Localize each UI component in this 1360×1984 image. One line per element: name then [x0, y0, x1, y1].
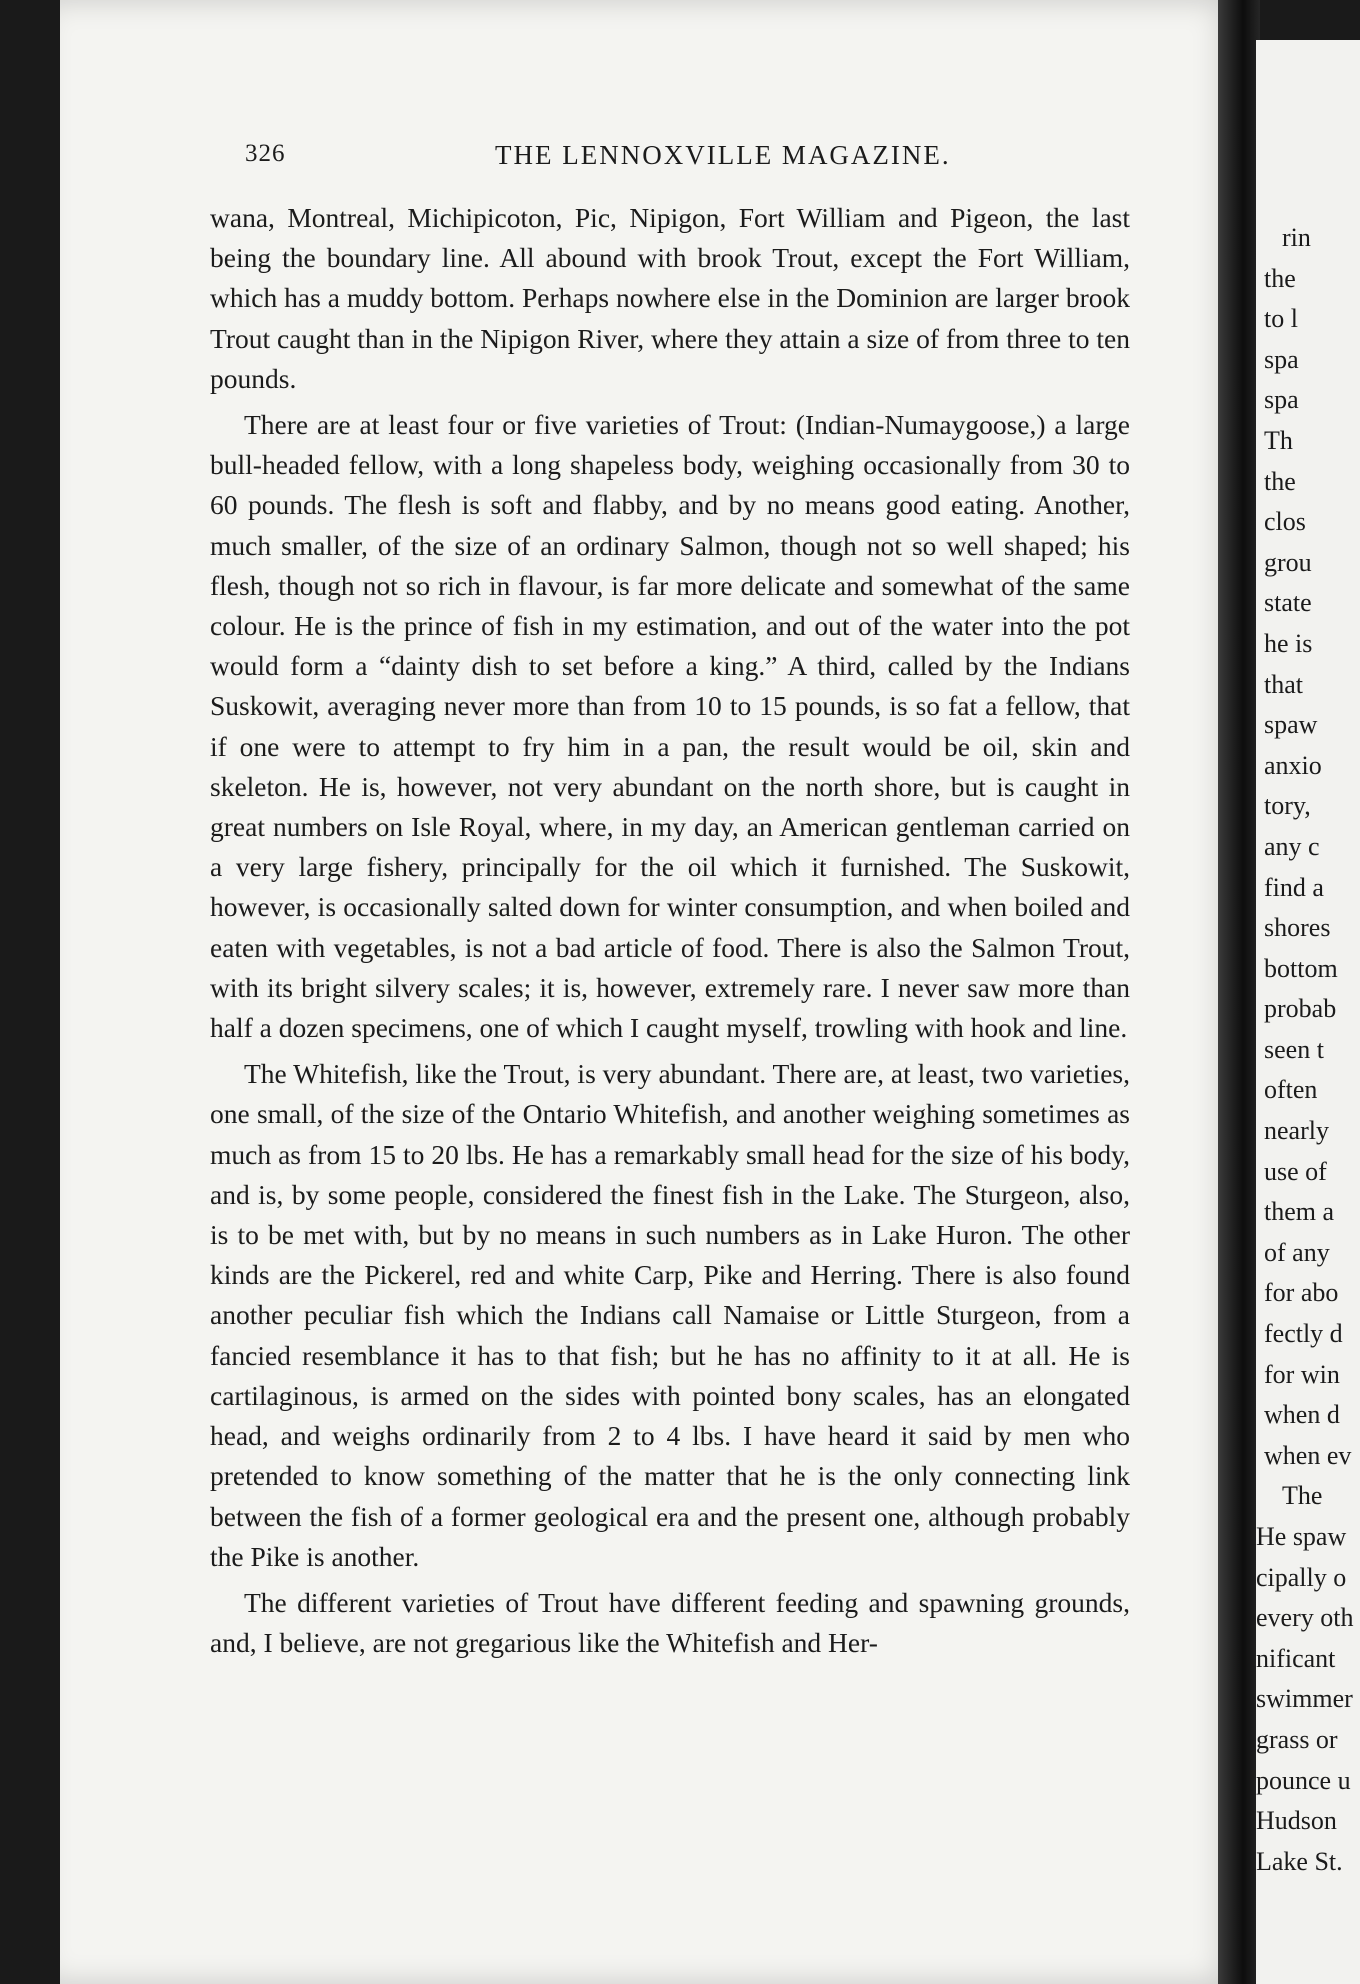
facing-line: grass or: [1256, 1724, 1338, 1754]
facing-line: any c: [1264, 831, 1320, 861]
facing-line: bottom: [1264, 953, 1338, 983]
facing-line: pounce u: [1256, 1765, 1351, 1795]
paragraph-whitefish: The Whitefish, like the Trout, is very abundant. There are, at least, two varieties, one small, of the size of the Ontario Whitefish, and another weighing sometimes as much as from 15 to 20 lbs. He has a remarkably small head for the size of his body, and is, by some people, considered the finest fish in the Lake. The Sturgeon, also, is to be met with, but by no means in such numbers as in Lake Huron. The other kinds are the Pickerel, red and white Carp, Pike and Herring. There is also found another peculiar fish which the Indians call Namaise or Little Sturgeon, from a fancied resemblance it has to that fish; but he has no affinity to it at all. He is cartilaginous, is armed on the sides with pointed bony scales, has an elongated head, and weighs ordinarily from 2 to 4 lbs. I have heard it said by men who pretended to know something of the matter that he is the only connecting link between the fish of a former geological era and the present one, although probably the Pike is another.: [210, 1058, 1130, 1572]
facing-line: them a: [1264, 1197, 1335, 1227]
facing-line: for abo: [1264, 1278, 1339, 1308]
facing-line: Th: [1264, 425, 1293, 455]
facing-line: spaw: [1264, 710, 1318, 740]
facing-line: when d: [1264, 1400, 1340, 1430]
page-number: 326: [245, 140, 286, 167]
facing-line: he is: [1264, 628, 1313, 658]
facing-line: The: [1282, 1481, 1323, 1511]
facing-line: find a: [1264, 872, 1324, 902]
facing-line: rin: [1282, 223, 1311, 252]
facing-line: clos: [1264, 507, 1306, 537]
facing-line: Lake St.: [1256, 1846, 1343, 1876]
paragraph-feeding-grounds: The different varieties of Trout have different feeding and spawning grounds, and, I believe, are not gregarious like the Whitefish and Her-: [210, 1586, 1130, 1659]
facing-line: nificant: [1256, 1643, 1336, 1673]
journal-title: THE LENNOXVILLE MAGAZINE.: [495, 140, 951, 170]
facing-line: grou: [1264, 547, 1312, 577]
facing-page-text: [1256, 218, 1360, 1882]
facing-page: [1256, 40, 1360, 1984]
book-gutter: [1218, 0, 1260, 1984]
facing-line: every oth: [1256, 1603, 1354, 1633]
facing-line: cipally o: [1256, 1562, 1347, 1592]
facing-line: tory,: [1264, 791, 1311, 821]
facing-line: the: [1264, 466, 1296, 496]
facing-line: swimmer: [1256, 1684, 1353, 1714]
facing-line: seen t: [1264, 1034, 1324, 1064]
facing-line: when ev: [1264, 1440, 1352, 1470]
main-text-column: [210, 198, 1130, 1669]
facing-line: of any: [1264, 1237, 1330, 1267]
facing-line: spa: [1264, 344, 1299, 374]
paragraph-trout-varieties: There are at least four or five varieties of Trout: (Indian-Numaygoose,) a large bull-headed fellow, with a long shapeless body, weighing occasionally from 30 to 60 pounds. The flesh is soft and flabby, and by no means good eating. Another, much smaller, of the size of an ordinary Salmon, though not so well shaped; his flesh, though not so rich in flavour, is far more delicate and somewhat of the same colour. He is the prince of fish in my estimation, and out of the water into the pot would form a “dainty dish to set before a king.” A third, called by the Indians Suskowit, averaging never more than from 10 to 15 pounds, is so fat a fellow, that if one were to attempt to fry him in a pan, the result would be oil, skin and skeleton. He is, however, not very abundant on the north shore, but is caught in great numbers on Isle Royal, where, in my day, an American gentleman carried on a very large fishery, principally for the oil which it furnished. The Suskowit, however, is occasionally salted down for winter consumption, and when boiled and eaten with vegetables, is not a bad article of food. There is also the Salmon Trout, with its bright silvery scales; it is, however, extremely rare. I never saw more than half a dozen specimens, one of which I caught myself, trowling with hook and line.: [210, 409, 1130, 1044]
facing-line: shores: [1264, 913, 1331, 943]
facing-line: that: [1264, 669, 1303, 699]
paragraph-continuation: wana, Montreal, Michipicoton, Pic, Nipigon, Fort William and Pigeon, the last being the boundary line. All abound with brook Trout, except the Fort William, which has a muddy bottom. Perhaps nowhere else in the Dominion are larger brook Trout caught than in the Nipigon River, where they attain a size of from three to ten pounds.: [210, 202, 1130, 394]
facing-line: nearly: [1264, 1116, 1329, 1146]
facing-line: often: [1264, 1075, 1318, 1105]
facing-line: spa: [1264, 385, 1299, 415]
facing-line: use of: [1264, 1156, 1327, 1186]
facing-line: state: [1264, 588, 1312, 618]
facing-line: to l: [1264, 304, 1298, 334]
facing-line: fectly d: [1264, 1319, 1343, 1349]
facing-line: for win: [1264, 1359, 1340, 1389]
facing-line: anxio: [1264, 750, 1322, 780]
facing-line: the: [1264, 263, 1296, 293]
running-head: [245, 140, 1165, 180]
facing-line: Hudson: [1256, 1806, 1337, 1836]
facing-line: probab: [1264, 994, 1337, 1024]
facing-line: He spaw: [1256, 1522, 1347, 1551]
